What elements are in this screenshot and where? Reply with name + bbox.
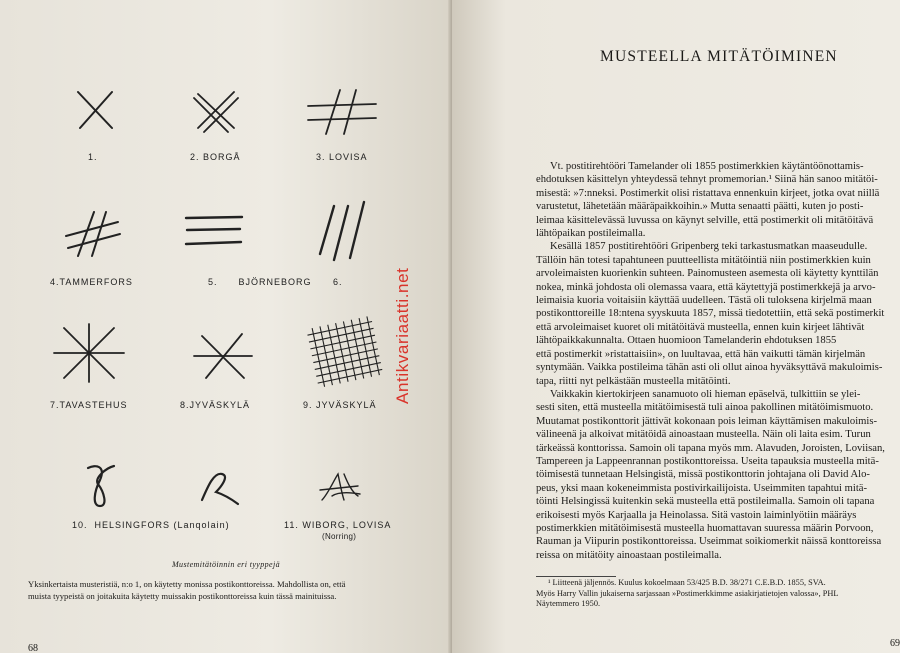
cancel-symbol-1 <box>74 88 116 132</box>
text-line: varustetut, lähetetään määräpaikkoihin.» Mutta senaatti päätti, kuten jo posti- <box>536 201 864 213</box>
text-line: nokea, minkä johdosta oli olemassa vaara, että käytettyjä postimerkkejä ja arvo- <box>536 281 876 293</box>
caption-line: muista tyypeistä on joitakuita käytetty muissakin postikonttoreissa kuin tässä mainituissa. <box>28 590 337 601</box>
symbol-caption-2: 2. BORGÅ <box>190 152 241 162</box>
symbol-caption-5: 5. BJÖRNEBORG <box>208 277 312 287</box>
text-line: töimisestä tunnetaan Helsingistä, missä postikonttorin johtajana oli David Alo- <box>536 469 870 481</box>
cancel-symbol-11a <box>198 466 240 506</box>
symbol-caption-10: 10. HELSINGFORS (Lanqolain) <box>72 520 230 530</box>
text-line: sesti siten, että musteella mitätöimisestä tuli ainoa pakollinen mitätöimismuoto. <box>536 402 874 414</box>
chapter-heading: MUSTEELLA MITÄTÖIMINEN <box>600 48 838 65</box>
text-line: peus, yksi maan kokeneimmista postivirkailijoista. Useimmiten tapahtui mitä- <box>536 482 867 494</box>
chapter-body <box>536 160 900 562</box>
text-line: Muutamat postikonttorit jättivät kokonaan pois leiman käyttämisen makuloimis- <box>536 415 878 427</box>
cancel-symbol-9 <box>300 314 388 392</box>
text-line: leimaa käsittelevässä luvussa on käynyt selville, että postimerkit oli mitätöitävä <box>536 214 874 226</box>
text-line: syntymään. Vaikka postileima tähän asti oli ollut ainoa hyväksyttävä makuloimis- <box>536 362 883 374</box>
text-line: välineenä ja alkoivat mitätöidä ainoastaan musteella. Näin oli laita esim. Turun <box>536 429 871 441</box>
cancel-symbol-6 <box>316 200 368 262</box>
text-line: leimaisia kuoria voitaisiin käyttää uudelleen. Tästä oli tuloksena kirjelmä maan <box>536 295 872 307</box>
figure-caption <box>28 579 420 602</box>
text-line: tapa, riitti nyt pelkästään musteella mitätöinti. <box>536 375 731 387</box>
text-line: lähtöpaikkakunnalta. Ottaen huomioon Tamelanderin ehdotuksen 1855 <box>536 335 837 347</box>
cancel-symbol-5 <box>184 214 244 248</box>
text-line: misestä: »7:nneksi. Postimerkit olisi ristattava ennenkuin kirjeet, jotka ovat niillä <box>536 187 880 199</box>
symbol-caption-6: 6. <box>333 277 343 287</box>
text-line: postimerkkien mitätöimisestä musteella huomattavan suuressa määrin Porvoon, <box>536 522 874 534</box>
paragraph-3 <box>536 388 900 562</box>
footnote-rule <box>536 576 616 577</box>
cancel-symbol-4 <box>64 210 122 258</box>
text-line: postikonttoreille 18:ntena syyskuuta 1857, missä tiedotettiin, että sekä postimerkit <box>536 308 885 320</box>
figure-title: Mustemitätöinnin eri tyyppejä <box>171 560 281 569</box>
cancel-symbol-3 <box>306 88 378 138</box>
paragraph-1 <box>536 160 900 240</box>
text-line: Rauman ja Viipurin postikonttoreissa. Useimmat soikiomerkit näissä konttoreissa <box>536 536 882 548</box>
symbol-caption-7: 7.TAVASTEHUS <box>50 400 128 410</box>
paragraph-2 <box>536 240 900 387</box>
page-number-right: 69 <box>890 638 900 649</box>
symbol-caption-4: 4.TAMMERFORS <box>50 277 133 287</box>
text-line: Kesällä 1857 postitirehtööri Gripenberg teki tarkastusmatkan maaseudulle. <box>550 241 868 253</box>
footnote-line: Myös Harry Vallin jukaiserna sarjassaan »Postimerkkimme asiakirjatietojen valossa», PHL <box>536 588 839 598</box>
text-line: Tampereen ja Lappeenrannan postikonttoreissa. Useita tapauksia musteella mitä- <box>536 455 879 467</box>
text-line: arvoleimaisten kuorienkin suhteen. Painomusteen asemesta oli käytetty kynttilän <box>536 268 879 280</box>
text-line: Vaikkakin kiertokirjeen sanamuoto oli hieman epäselvä, tulkittiin se ylei- <box>550 388 861 400</box>
text-line: että postimerkit »ristattaisiin», on luultavaa, että hän vaikutti tämän kirjelmän <box>536 348 866 360</box>
symbol-caption-3: 3. LOVISA <box>316 152 368 162</box>
caption-line: Yksinkertaista musteristiä, n:o 1, on käytetty monissa postikonttoreissa. Mahdollista on, että <box>28 579 346 589</box>
text-line: erikoisesti myös Karjaalla ja Heinolassa. Sitä vastoin laiminlyötiin määräys <box>536 509 857 521</box>
text-line: lähtöpaikan postileimalla. <box>536 228 646 240</box>
cancel-symbol-7 <box>52 322 126 384</box>
symbol-caption-11-note: (Norring) <box>322 532 357 541</box>
cancel-symbol-10 <box>82 462 120 510</box>
footnote-line: Näytemmero 1950. <box>536 599 601 609</box>
text-line: Vt. postitirehtööri Tamelander oli 1855 postimerkkien käytäntöönottamis- <box>550 161 864 172</box>
symbol-caption-11: 11. WIBORG, LOVISA <box>284 520 392 530</box>
text-line: Tällöin hän totesi tapahtuneen puutteellista mitätöintiä niin postimerkkien kuin <box>536 254 871 266</box>
cancel-symbol-11 <box>318 470 362 506</box>
cancel-symbol-2 <box>192 88 240 134</box>
symbol-caption-1: 1. <box>88 152 98 162</box>
text-line: töinti Helsingissä kuitenkin sekä musteella että postileimalla. Samoin oli tapana <box>536 496 875 508</box>
text-line: reissa on mitätöity ainoastaan postileimalla. <box>536 549 722 561</box>
watermark: Antikvariaatti.net <box>393 267 412 404</box>
cancel-symbol-8 <box>192 330 254 382</box>
footnote <box>536 578 900 610</box>
page-number-left: 68 <box>28 643 38 653</box>
symbol-caption-9: 9. JYVÄSKYLÄ <box>303 400 377 410</box>
footnote-line: ¹ Liitteenä jäljennös. Kuulus kokoelmaan 53/425 B.D. 38/271 C.E.B.D. 1855, SVA. <box>548 578 826 587</box>
text-line: ehdotuksen käsittelyn yhteydessä tehnyt promemorian.¹ Siinä hän sanoo mitätöi- <box>536 174 878 186</box>
text-line: että arvoleimaiset kuoret oli mitätöitävä musteella, ennen kuin kirjeet lähtivät <box>536 321 865 333</box>
symbol-caption-8: 8.JYVÄSKYLÄ <box>180 400 251 410</box>
text-line: tärkeässä konttorissa. Samoin oli tapana myös mm. Alavuden, Joroisten, Loviisan, <box>536 442 885 454</box>
